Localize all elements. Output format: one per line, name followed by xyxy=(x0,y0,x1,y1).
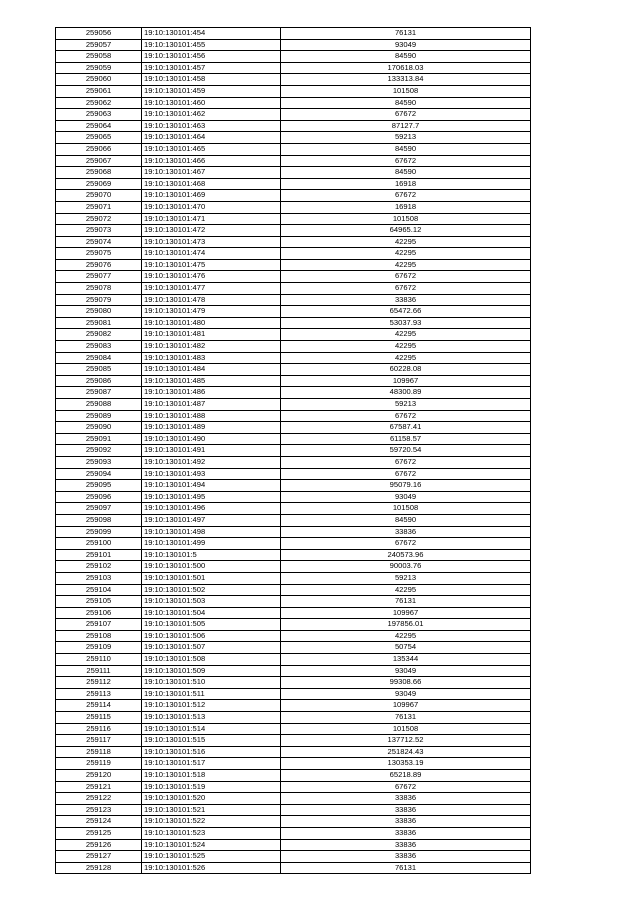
table-row xyxy=(56,341,531,353)
cadastral-number-cell: 19:10:130101:492 xyxy=(142,456,281,468)
value-cell: 42295 xyxy=(281,584,531,596)
value-cell: 130353.19 xyxy=(281,758,531,770)
table-row xyxy=(56,607,531,619)
table-row xyxy=(56,74,531,86)
table-row xyxy=(56,677,531,689)
cadastral-number-cell: 19:10:130101:458 xyxy=(142,74,281,86)
value-cell: 42295 xyxy=(281,352,531,364)
value-cell: 42295 xyxy=(281,341,531,353)
table-row xyxy=(56,28,531,40)
table-row xyxy=(56,236,531,248)
cadastral-number-cell: 19:10:130101:508 xyxy=(142,654,281,666)
value-cell: 42295 xyxy=(281,236,531,248)
value-cell: 251824.43 xyxy=(281,746,531,758)
cadastral-number-cell: 19:10:130101:504 xyxy=(142,607,281,619)
row-number-cell: 259084 xyxy=(56,352,142,364)
row-number-cell: 259123 xyxy=(56,804,142,816)
table-body xyxy=(56,28,531,874)
row-number-cell: 259064 xyxy=(56,120,142,132)
value-cell: 109967 xyxy=(281,375,531,387)
value-cell: 84590 xyxy=(281,143,531,155)
value-cell: 53037.93 xyxy=(281,317,531,329)
table-row xyxy=(56,596,531,608)
value-cell: 67672 xyxy=(281,155,531,167)
cadastral-number-cell: 19:10:130101:468 xyxy=(142,178,281,190)
table-row xyxy=(56,862,531,874)
cadastral-number-cell: 19:10:130101:513 xyxy=(142,712,281,724)
row-number-cell: 259069 xyxy=(56,178,142,190)
table-row xyxy=(56,213,531,225)
cadastral-number-cell: 19:10:130101:509 xyxy=(142,665,281,677)
cadastral-number-cell: 19:10:130101:456 xyxy=(142,51,281,63)
row-number-cell: 259113 xyxy=(56,688,142,700)
value-cell: 65472.66 xyxy=(281,306,531,318)
cadastral-number-cell: 19:10:130101:516 xyxy=(142,746,281,758)
value-cell: 67672 xyxy=(281,410,531,422)
table-row xyxy=(56,816,531,828)
row-number-cell: 259070 xyxy=(56,190,142,202)
data-table xyxy=(55,27,531,874)
value-cell: 59213 xyxy=(281,132,531,144)
row-number-cell: 259075 xyxy=(56,248,142,260)
table-row xyxy=(56,839,531,851)
value-cell: 60228.08 xyxy=(281,364,531,376)
row-number-cell: 259097 xyxy=(56,503,142,515)
cadastral-number-cell: 19:10:130101:511 xyxy=(142,688,281,700)
row-number-cell: 259083 xyxy=(56,341,142,353)
value-cell: 93049 xyxy=(281,39,531,51)
cadastral-number-cell: 19:10:130101:464 xyxy=(142,132,281,144)
table-row xyxy=(56,155,531,167)
cadastral-number-cell: 19:10:130101:502 xyxy=(142,584,281,596)
row-number-cell: 259101 xyxy=(56,549,142,561)
table-row xyxy=(56,375,531,387)
table-row xyxy=(56,688,531,700)
row-number-cell: 259088 xyxy=(56,399,142,411)
cadastral-number-cell: 19:10:130101:455 xyxy=(142,39,281,51)
cadastral-number-cell: 19:10:130101:506 xyxy=(142,630,281,642)
table-row xyxy=(56,225,531,237)
row-number-cell: 259117 xyxy=(56,735,142,747)
cadastral-number-cell: 19:10:130101:525 xyxy=(142,851,281,863)
cadastral-number-cell: 19:10:130101:454 xyxy=(142,28,281,40)
cadastral-number-cell: 19:10:130101:490 xyxy=(142,433,281,445)
table-row xyxy=(56,700,531,712)
row-number-cell: 259100 xyxy=(56,538,142,550)
value-cell: 67672 xyxy=(281,468,531,480)
table-row xyxy=(56,433,531,445)
cadastral-number-cell: 19:10:130101:498 xyxy=(142,526,281,538)
value-cell: 33836 xyxy=(281,793,531,805)
cadastral-number-cell: 19:10:130101:478 xyxy=(142,294,281,306)
value-cell: 50754 xyxy=(281,642,531,654)
cadastral-number-cell: 19:10:130101:457 xyxy=(142,62,281,74)
value-cell: 67672 xyxy=(281,781,531,793)
table-row xyxy=(56,712,531,724)
table-row xyxy=(56,364,531,376)
row-number-cell: 259081 xyxy=(56,317,142,329)
row-number-cell: 259062 xyxy=(56,97,142,109)
table-row xyxy=(56,97,531,109)
value-cell: 33836 xyxy=(281,804,531,816)
row-number-cell: 259089 xyxy=(56,410,142,422)
cadastral-number-cell: 19:10:130101:522 xyxy=(142,816,281,828)
row-number-cell: 259110 xyxy=(56,654,142,666)
cadastral-number-cell: 19:10:130101:475 xyxy=(142,259,281,271)
value-cell: 197856.01 xyxy=(281,619,531,631)
cadastral-number-cell: 19:10:130101:476 xyxy=(142,271,281,283)
cadastral-number-cell: 19:10:130101:505 xyxy=(142,619,281,631)
row-number-cell: 259074 xyxy=(56,236,142,248)
row-number-cell: 259061 xyxy=(56,85,142,97)
table-row xyxy=(56,283,531,295)
value-cell: 84590 xyxy=(281,51,531,63)
cadastral-number-cell: 19:10:130101:520 xyxy=(142,793,281,805)
value-cell: 101508 xyxy=(281,503,531,515)
value-cell: 59213 xyxy=(281,572,531,584)
cadastral-number-cell: 19:10:130101:523 xyxy=(142,827,281,839)
value-cell: 76131 xyxy=(281,28,531,40)
row-number-cell: 259059 xyxy=(56,62,142,74)
row-number-cell: 259079 xyxy=(56,294,142,306)
value-cell: 95079.16 xyxy=(281,480,531,492)
table-row xyxy=(56,619,531,631)
table-row xyxy=(56,132,531,144)
row-number-cell: 259104 xyxy=(56,584,142,596)
table-row xyxy=(56,758,531,770)
document-page xyxy=(55,27,531,874)
cadastral-number-cell: 19:10:130101:5 xyxy=(142,549,281,561)
row-number-cell: 259060 xyxy=(56,74,142,86)
cadastral-number-cell: 19:10:130101:463 xyxy=(142,120,281,132)
value-cell: 76131 xyxy=(281,712,531,724)
cadastral-number-cell: 19:10:130101:470 xyxy=(142,201,281,213)
table-row xyxy=(56,422,531,434)
table-row xyxy=(56,248,531,260)
value-cell: 33836 xyxy=(281,294,531,306)
row-number-cell: 259109 xyxy=(56,642,142,654)
value-cell: 109967 xyxy=(281,607,531,619)
value-cell: 87127.7 xyxy=(281,120,531,132)
value-cell: 59213 xyxy=(281,399,531,411)
row-number-cell: 259087 xyxy=(56,387,142,399)
cadastral-number-cell: 19:10:130101:499 xyxy=(142,538,281,550)
value-cell: 48300.89 xyxy=(281,387,531,399)
row-number-cell: 259057 xyxy=(56,39,142,51)
table-row xyxy=(56,793,531,805)
row-number-cell: 259058 xyxy=(56,51,142,63)
table-row xyxy=(56,851,531,863)
row-number-cell: 259090 xyxy=(56,422,142,434)
cadastral-number-cell: 19:10:130101:526 xyxy=(142,862,281,874)
value-cell: 64965.12 xyxy=(281,225,531,237)
table-row xyxy=(56,456,531,468)
table-row xyxy=(56,549,531,561)
table-row xyxy=(56,306,531,318)
table-row xyxy=(56,259,531,271)
row-number-cell: 259098 xyxy=(56,514,142,526)
table-row xyxy=(56,827,531,839)
value-cell: 67587.41 xyxy=(281,422,531,434)
value-cell: 33836 xyxy=(281,816,531,828)
row-number-cell: 259105 xyxy=(56,596,142,608)
value-cell: 109967 xyxy=(281,700,531,712)
table-row xyxy=(56,514,531,526)
value-cell: 67672 xyxy=(281,109,531,121)
table-row xyxy=(56,329,531,341)
value-cell: 84590 xyxy=(281,514,531,526)
cadastral-number-cell: 19:10:130101:524 xyxy=(142,839,281,851)
table-row xyxy=(56,271,531,283)
cadastral-number-cell: 19:10:130101:495 xyxy=(142,491,281,503)
value-cell: 33836 xyxy=(281,827,531,839)
row-number-cell: 259122 xyxy=(56,793,142,805)
cadastral-number-cell: 19:10:130101:477 xyxy=(142,283,281,295)
row-number-cell: 259103 xyxy=(56,572,142,584)
cadastral-number-cell: 19:10:130101:486 xyxy=(142,387,281,399)
row-number-cell: 259056 xyxy=(56,28,142,40)
table-row xyxy=(56,480,531,492)
table-row xyxy=(56,665,531,677)
table-row xyxy=(56,399,531,411)
row-number-cell: 259107 xyxy=(56,619,142,631)
row-number-cell: 259067 xyxy=(56,155,142,167)
cadastral-number-cell: 19:10:130101:512 xyxy=(142,700,281,712)
row-number-cell: 259077 xyxy=(56,271,142,283)
table-row xyxy=(56,781,531,793)
table-row xyxy=(56,62,531,74)
value-cell: 240573.96 xyxy=(281,549,531,561)
row-number-cell: 259094 xyxy=(56,468,142,480)
table-row xyxy=(56,584,531,596)
row-number-cell: 259120 xyxy=(56,770,142,782)
row-number-cell: 259076 xyxy=(56,259,142,271)
row-number-cell: 259102 xyxy=(56,561,142,573)
value-cell: 16918 xyxy=(281,201,531,213)
cadastral-number-cell: 19:10:130101:500 xyxy=(142,561,281,573)
row-number-cell: 259082 xyxy=(56,329,142,341)
table-row xyxy=(56,143,531,155)
row-number-cell: 259065 xyxy=(56,132,142,144)
value-cell: 133313.84 xyxy=(281,74,531,86)
value-cell: 67672 xyxy=(281,456,531,468)
row-number-cell: 259078 xyxy=(56,283,142,295)
row-number-cell: 259108 xyxy=(56,630,142,642)
cadastral-number-cell: 19:10:130101:484 xyxy=(142,364,281,376)
value-cell: 42295 xyxy=(281,259,531,271)
table-row xyxy=(56,317,531,329)
row-number-cell: 259091 xyxy=(56,433,142,445)
table-row xyxy=(56,723,531,735)
cadastral-number-cell: 19:10:130101:462 xyxy=(142,109,281,121)
row-number-cell: 259128 xyxy=(56,862,142,874)
table-row xyxy=(56,735,531,747)
table-row xyxy=(56,561,531,573)
value-cell: 33836 xyxy=(281,839,531,851)
value-cell: 90003.76 xyxy=(281,561,531,573)
cadastral-number-cell: 19:10:130101:481 xyxy=(142,329,281,341)
table-row xyxy=(56,167,531,179)
table-row xyxy=(56,410,531,422)
cadastral-number-cell: 19:10:130101:465 xyxy=(142,143,281,155)
value-cell: 42295 xyxy=(281,329,531,341)
row-number-cell: 259118 xyxy=(56,746,142,758)
row-number-cell: 259093 xyxy=(56,456,142,468)
row-number-cell: 259096 xyxy=(56,491,142,503)
table-row xyxy=(56,503,531,515)
cadastral-number-cell: 19:10:130101:489 xyxy=(142,422,281,434)
cadastral-number-cell: 19:10:130101:474 xyxy=(142,248,281,260)
table-row xyxy=(56,178,531,190)
value-cell: 33836 xyxy=(281,526,531,538)
value-cell: 67672 xyxy=(281,190,531,202)
cadastral-number-cell: 19:10:130101:460 xyxy=(142,97,281,109)
table-row xyxy=(56,538,531,550)
table-row xyxy=(56,804,531,816)
cadastral-number-cell: 19:10:130101:510 xyxy=(142,677,281,689)
value-cell: 67672 xyxy=(281,271,531,283)
row-number-cell: 259099 xyxy=(56,526,142,538)
value-cell: 101508 xyxy=(281,213,531,225)
cadastral-number-cell: 19:10:130101:479 xyxy=(142,306,281,318)
value-cell: 99308.66 xyxy=(281,677,531,689)
table-row xyxy=(56,85,531,97)
row-number-cell: 259072 xyxy=(56,213,142,225)
table-row xyxy=(56,770,531,782)
table-row xyxy=(56,746,531,758)
cadastral-number-cell: 19:10:130101:493 xyxy=(142,468,281,480)
cadastral-number-cell: 19:10:130101:487 xyxy=(142,399,281,411)
table-row xyxy=(56,387,531,399)
cadastral-number-cell: 19:10:130101:501 xyxy=(142,572,281,584)
cadastral-number-cell: 19:10:130101:473 xyxy=(142,236,281,248)
table-row xyxy=(56,294,531,306)
row-number-cell: 259126 xyxy=(56,839,142,851)
cadastral-number-cell: 19:10:130101:466 xyxy=(142,155,281,167)
row-number-cell: 259080 xyxy=(56,306,142,318)
table-row xyxy=(56,526,531,538)
table-row xyxy=(56,352,531,364)
table-row xyxy=(56,109,531,121)
cadastral-number-cell: 19:10:130101:494 xyxy=(142,480,281,492)
value-cell: 76131 xyxy=(281,596,531,608)
table-row xyxy=(56,190,531,202)
cadastral-number-cell: 19:10:130101:485 xyxy=(142,375,281,387)
cadastral-number-cell: 19:10:130101:507 xyxy=(142,642,281,654)
value-cell: 84590 xyxy=(281,97,531,109)
cadastral-number-cell: 19:10:130101:517 xyxy=(142,758,281,770)
cadastral-number-cell: 19:10:130101:469 xyxy=(142,190,281,202)
table-row xyxy=(56,468,531,480)
value-cell: 67672 xyxy=(281,538,531,550)
value-cell: 84590 xyxy=(281,167,531,179)
value-cell: 42295 xyxy=(281,630,531,642)
value-cell: 135344 xyxy=(281,654,531,666)
cadastral-number-cell: 19:10:130101:491 xyxy=(142,445,281,457)
cadastral-number-cell: 19:10:130101:496 xyxy=(142,503,281,515)
table-row xyxy=(56,642,531,654)
value-cell: 170618.03 xyxy=(281,62,531,74)
cadastral-number-cell: 19:10:130101:521 xyxy=(142,804,281,816)
value-cell: 59720.54 xyxy=(281,445,531,457)
value-cell: 76131 xyxy=(281,862,531,874)
row-number-cell: 259106 xyxy=(56,607,142,619)
cadastral-number-cell: 19:10:130101:472 xyxy=(142,225,281,237)
table-row xyxy=(56,120,531,132)
table-row xyxy=(56,630,531,642)
table-row xyxy=(56,572,531,584)
value-cell: 101508 xyxy=(281,723,531,735)
row-number-cell: 259086 xyxy=(56,375,142,387)
row-number-cell: 259073 xyxy=(56,225,142,237)
cadastral-number-cell: 19:10:130101:459 xyxy=(142,85,281,97)
row-number-cell: 259119 xyxy=(56,758,142,770)
value-cell: 61158.57 xyxy=(281,433,531,445)
cadastral-number-cell: 19:10:130101:467 xyxy=(142,167,281,179)
cadastral-number-cell: 19:10:130101:497 xyxy=(142,514,281,526)
table-row xyxy=(56,201,531,213)
table-row xyxy=(56,39,531,51)
value-cell: 65218.89 xyxy=(281,770,531,782)
cadastral-number-cell: 19:10:130101:480 xyxy=(142,317,281,329)
row-number-cell: 259071 xyxy=(56,201,142,213)
cadastral-number-cell: 19:10:130101:503 xyxy=(142,596,281,608)
table-row xyxy=(56,491,531,503)
row-number-cell: 259112 xyxy=(56,677,142,689)
cadastral-number-cell: 19:10:130101:471 xyxy=(142,213,281,225)
row-number-cell: 259068 xyxy=(56,167,142,179)
row-number-cell: 259114 xyxy=(56,700,142,712)
row-number-cell: 259111 xyxy=(56,665,142,677)
table-row xyxy=(56,445,531,457)
row-number-cell: 259115 xyxy=(56,712,142,724)
value-cell: 67672 xyxy=(281,283,531,295)
row-number-cell: 259127 xyxy=(56,851,142,863)
cadastral-number-cell: 19:10:130101:488 xyxy=(142,410,281,422)
table-row xyxy=(56,51,531,63)
value-cell: 101508 xyxy=(281,85,531,97)
value-cell: 16918 xyxy=(281,178,531,190)
cadastral-number-cell: 19:10:130101:515 xyxy=(142,735,281,747)
cadastral-number-cell: 19:10:130101:518 xyxy=(142,770,281,782)
cadastral-number-cell: 19:10:130101:483 xyxy=(142,352,281,364)
row-number-cell: 259125 xyxy=(56,827,142,839)
row-number-cell: 259124 xyxy=(56,816,142,828)
cadastral-number-cell: 19:10:130101:519 xyxy=(142,781,281,793)
row-number-cell: 259121 xyxy=(56,781,142,793)
cadastral-number-cell: 19:10:130101:514 xyxy=(142,723,281,735)
value-cell: 93049 xyxy=(281,491,531,503)
row-number-cell: 259095 xyxy=(56,480,142,492)
row-number-cell: 259066 xyxy=(56,143,142,155)
value-cell: 42295 xyxy=(281,248,531,260)
value-cell: 93049 xyxy=(281,688,531,700)
row-number-cell: 259092 xyxy=(56,445,142,457)
value-cell: 93049 xyxy=(281,665,531,677)
row-number-cell: 259116 xyxy=(56,723,142,735)
value-cell: 137712.52 xyxy=(281,735,531,747)
row-number-cell: 259085 xyxy=(56,364,142,376)
table-row xyxy=(56,654,531,666)
value-cell: 33836 xyxy=(281,851,531,863)
row-number-cell: 259063 xyxy=(56,109,142,121)
cadastral-number-cell: 19:10:130101:482 xyxy=(142,341,281,353)
